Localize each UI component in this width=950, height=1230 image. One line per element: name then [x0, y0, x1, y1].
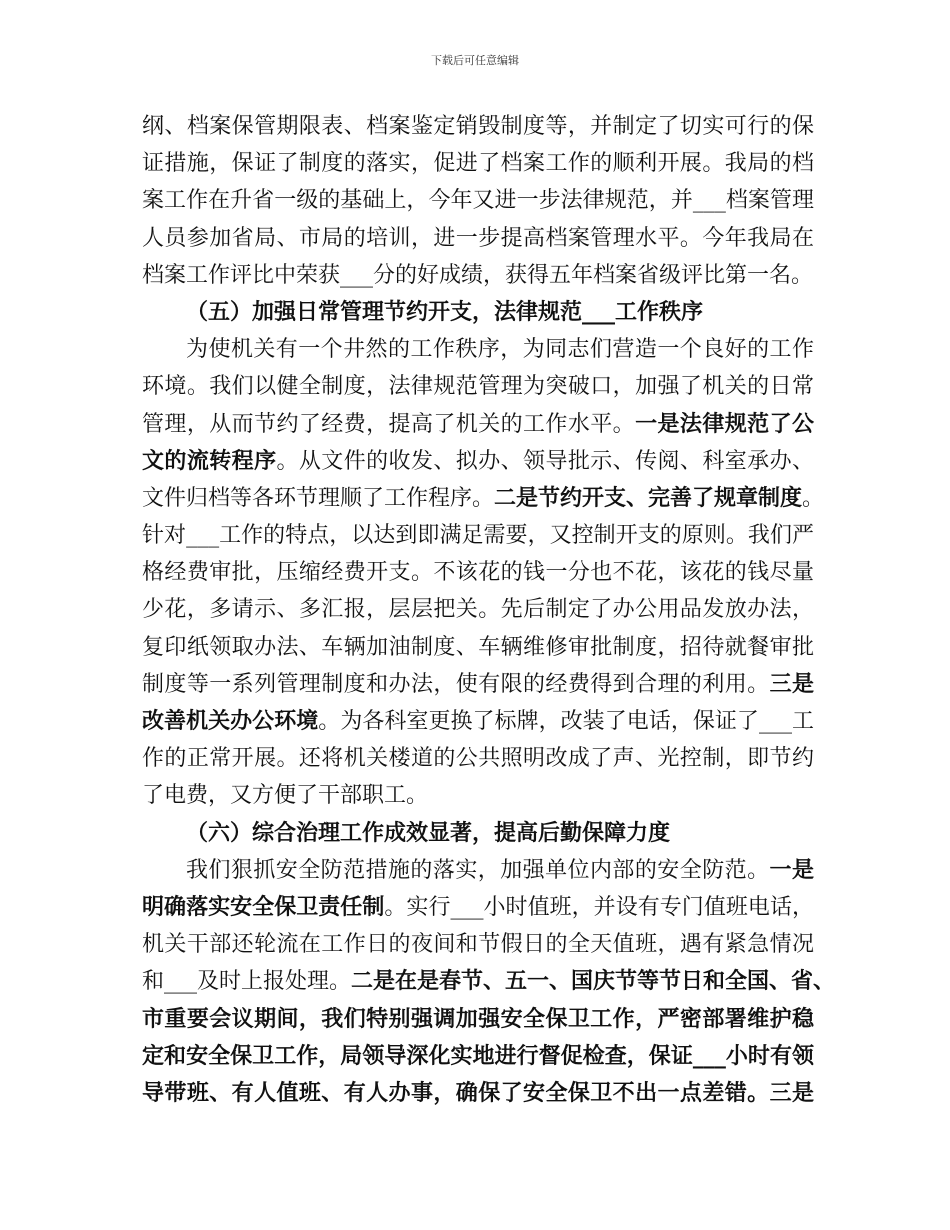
text-line: 环境。我们以健全制度，法律规范管理为突破口，加强了机关的日常	[142, 374, 814, 400]
text-line: 机关干部还轮流在工作日的夜间和节假日的全天值班，遇有紧急情况	[142, 932, 814, 958]
text-line: 证措施，保证了制度的落实，促进了档案工作的顺利开展。我局的档	[142, 151, 814, 177]
text-line: 为使机关有一个井然的工作秩序，为同志们营造一个良好的工作	[186, 337, 814, 363]
section-heading-6: （六）综合治理工作成效显著，提高后勤保障力度	[186, 819, 671, 846]
page-header: 下载后可任意编辑	[431, 54, 519, 67]
text-line: 了电费，又方便了干部职工。	[142, 783, 429, 809]
text-line: 作的正常开展。还将机关楼道的公共照明改成了声、光控制，即节约	[142, 746, 814, 772]
section-heading-5: （五）加强日常管理节约开支，法律规范___工作秩序	[186, 298, 704, 325]
text-line: 和___及时上报处理。二是在是春节、五一、国庆节等节日和全国、省、	[142, 968, 836, 995]
text-line: 明确落实安全保卫责任制。实行___小时值班，并设有专门值班电话，	[142, 893, 814, 920]
text-line: 我们狠抓安全防范措施的落实，加强单位内部的安全防范。一是	[186, 856, 814, 883]
text-line: 少花，多请示、多汇报，层层把关。先后制定了办公用品发放办法，	[142, 597, 814, 623]
text-line: 市重要会议期间，我们特别强调加强安全保卫工作，严密部署维护稳	[142, 1005, 814, 1032]
text-line: 针对___工作的特点，以达到即满足需要，又控制开支的原则。我们严	[142, 523, 814, 549]
document-body	[142, 108, 836, 1112]
text-line: 档案工作评比中荣获___分的好成绩，获得五年档案省级评比第一名。	[142, 262, 814, 288]
text-line: 改善机关办公环境。为各科室更换了标牌，改装了电话，保证了___工	[142, 708, 814, 734]
text-line: 制度等一系列管理制度和办法，使有限的经费得到合理的利用。三是	[142, 670, 814, 697]
text-line: 格经费审批，压缩经费开支。不该花的钱一分也不花，该花的钱尽量	[142, 560, 814, 586]
text-line: 纲、档案保管期限表、档案鉴定销毁制度等，并制定了切实可行的保	[142, 114, 814, 139]
text-line: 管理，从而节约了经费，提高了机关的工作水平。一是法律规范了公	[142, 410, 814, 437]
text-line: 导带班、有人值班、有人办事，确保了安全保卫不出一点差错。三是	[142, 1079, 814, 1106]
text-line: 复印纸领取办法、车辆加油制度、车辆维修审批制度，招待就餐审批	[142, 634, 814, 660]
text-line: 定和安全保卫工作，局领导深化实地进行督促检查，保证___小时有领	[142, 1042, 814, 1069]
text-line: 文件归档等各环节理顺了工作程序。二是节约开支、完善了规章制度。	[142, 484, 825, 511]
text-line: 文的流转程序。从文件的收发、拟办、领导批示、传阅、科室承办、	[142, 447, 814, 474]
text-line: 案工作在升省一级的基础上，今年又进一步法律规范，并___档案管理	[142, 188, 814, 214]
text-line: 人员参加省局、市局的培训，进一步提高档案管理水平。今年我局在	[142, 225, 814, 251]
